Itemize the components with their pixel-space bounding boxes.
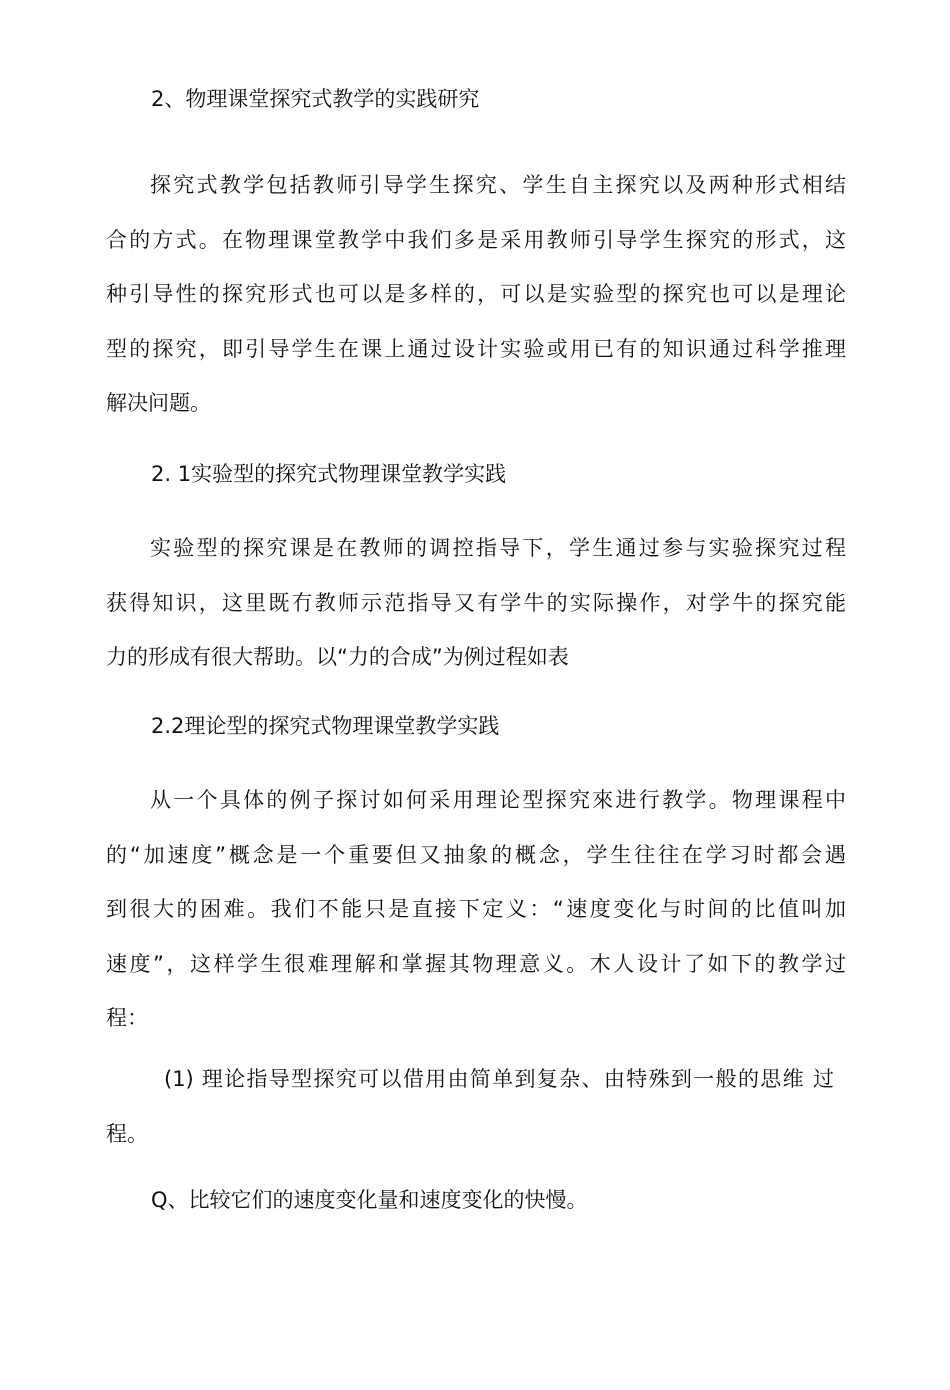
paragraph-line: 程： xyxy=(106,1006,148,1030)
paragraph-line: 从一个具体的例子探讨如何采用理论型探究來进行教学。物理课程中 xyxy=(150,788,846,812)
paragraph-line: 探究式教学包括教师引导学生探究、学生自主探究以及两种形式相结 xyxy=(150,173,846,197)
question-line: Q、比较它们的速度变化量和速度变化的快慢。 xyxy=(151,1188,588,1212)
list-item-line: 程。 xyxy=(106,1121,148,1146)
list-item-line: (1) 理论指导型探究可以借用由简单到复杂、由特殊到一般的思维 过 xyxy=(164,1067,834,1091)
paragraph-line: 力的形成有很大帮助。以“力的合成”为例过程如表 xyxy=(106,645,569,669)
paragraph-line: 的“加速度”概念是一个重要但又抽象的概念，学生往往在学习时都会遇 xyxy=(106,842,846,867)
list-item-1 xyxy=(106,1052,846,1161)
paragraph-line: 解决问题。 xyxy=(106,391,211,415)
section-2-2-heading: 2.2理论型的探究式物理课堂教学实践 xyxy=(151,714,500,738)
section-2-1-paragraph xyxy=(106,521,846,685)
paragraph-line: 获得知识，这里既冇教师示范指导又有学牛的实际操作，对学牛的探究能 xyxy=(106,590,846,615)
section-2-1-heading: 2. 1实验型的探究式物理课堂教学实践 xyxy=(151,462,507,486)
section-2-heading: 2、物理课堂探究式教学的实践研究 xyxy=(151,87,480,111)
paragraph-line: 速度”，这样学生很难理解和掌握其物理意义。木人设计了如下的教学过 xyxy=(106,951,846,976)
section-2-2-paragraph xyxy=(106,773,846,1046)
paragraph-line: 实验型的探究课是在教师的调控指导下，学生通过参与实验探究过程 xyxy=(150,536,846,560)
paragraph-line: 种引导性的探究形式也可以是多样的，可以是实验型的探究也可以是理论 xyxy=(106,282,846,306)
section-2-paragraph xyxy=(106,158,846,431)
paragraph-line: 型的探究，即引导学生在课上通过设计实验或用已有的知识通过科学推理 xyxy=(106,336,846,361)
paragraph-line: 到很大的困难。我们不能只是直接下定义：“速度变化与时间的比值叫加 xyxy=(106,897,846,921)
paragraph-line: 合的方式。在物理课堂教学中我们多是采用教师引导学生探究的形式，这 xyxy=(106,227,846,252)
